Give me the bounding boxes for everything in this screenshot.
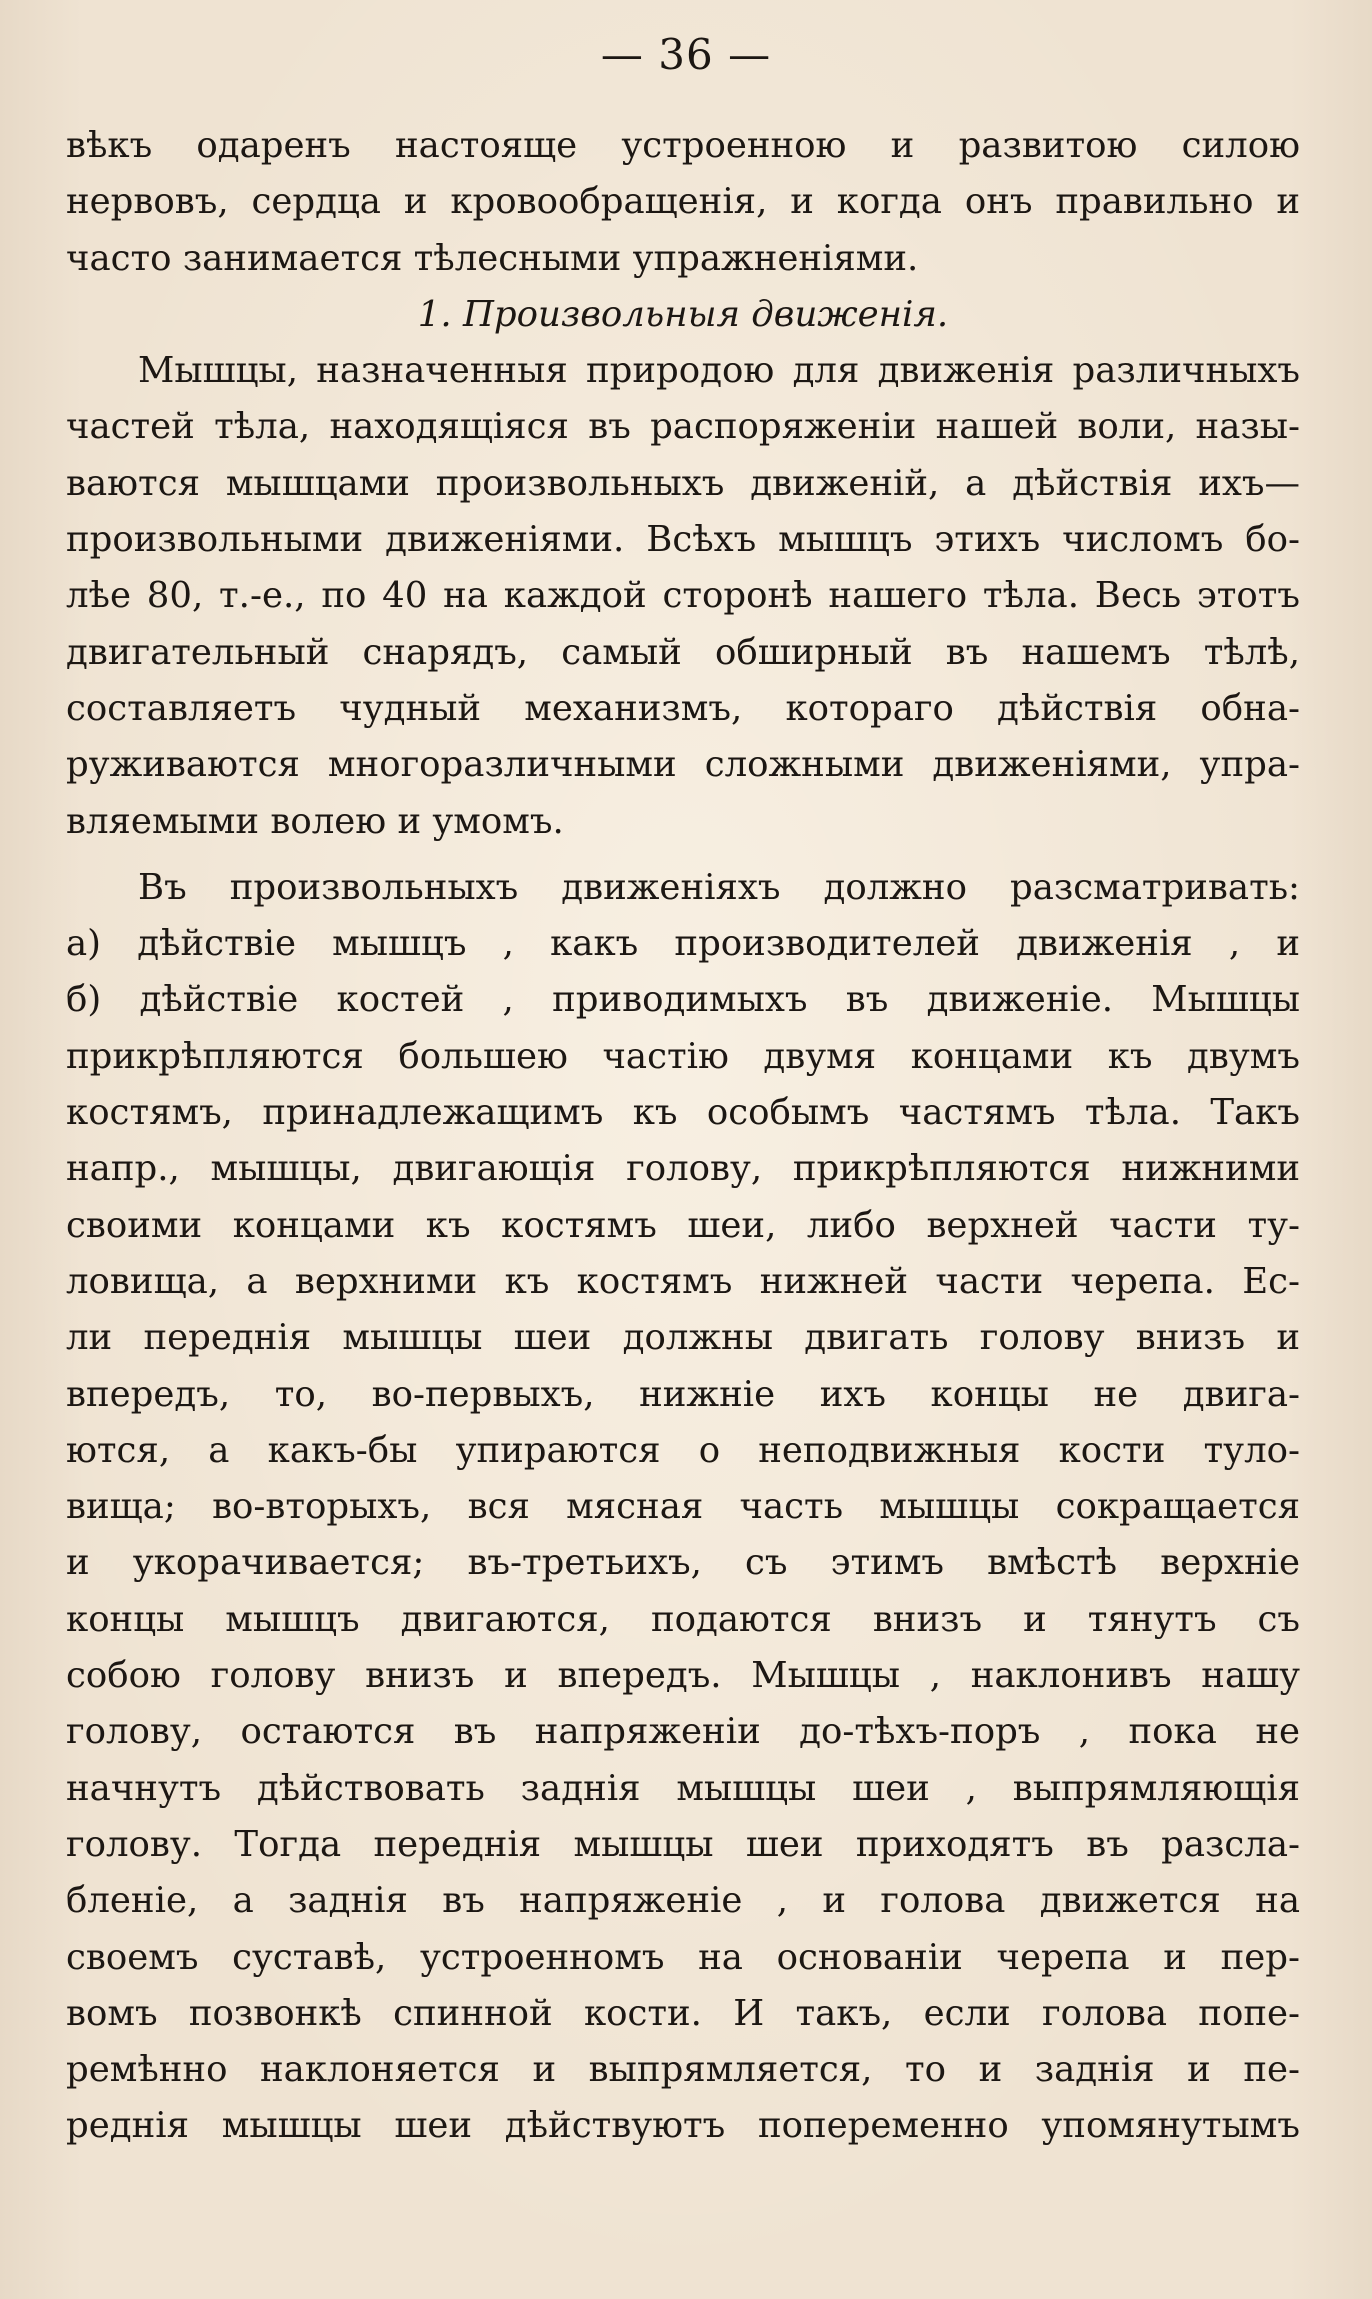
- text-line: руживаются многоразличными сложными движеніями, упра-: [66, 744, 1300, 786]
- section-heading: 1. Произвольныя движенія.: [417, 293, 949, 335]
- page-number: — 36 —: [600, 30, 772, 79]
- text-line: двигательный снарядъ, самый обширный въ нашемъ тѣлѣ,: [66, 631, 1300, 673]
- text-line: впередъ, то, во-первыхъ, нижніе ихъ концы не двига-: [66, 1373, 1300, 1415]
- text-line: б) дѣйствіе костей , приводимыхъ въ движеніе. Мышцы: [66, 979, 1300, 1021]
- text-line: своемъ суставѣ, устроенномъ на основаніи черепа и пер-: [66, 1936, 1300, 1978]
- text-line: вѣкъ одаренъ настояще устроенною и развитою силою: [66, 125, 1300, 166]
- text-line: голову. Тогда переднія мышцы шеи приходятъ въ разсла-: [66, 1823, 1300, 1865]
- text-line: голову, остаются въ напряженіи до-тѣхъ-поръ , пока не: [66, 1711, 1300, 1753]
- text-line: нервовъ, сердца и кровообращенія, и когда онъ правильно и: [66, 181, 1300, 223]
- text-line: Мышцы, назначенныя природою для движенія различныхъ: [138, 350, 1300, 392]
- text-line: своими концами къ костямъ шеи, либо верхней части ту-: [66, 1204, 1300, 1246]
- text-line: ются, а какъ-бы упираются о неподвижныя кости туло-: [66, 1429, 1300, 1471]
- text-line: лѣе 80, т.-е., по 40 на каждой сторонѣ нашего тѣла. Весь этотъ: [66, 575, 1300, 617]
- text-line: произвольными движеніями. Всѣхъ мышцъ этихъ числомъ бо-: [66, 519, 1300, 561]
- text-line: частей тѣла, находящіяся въ распоряженіи нашей воли, назы-: [66, 406, 1300, 448]
- text-line: ли переднія мышцы шеи должны двигать голову внизъ и: [66, 1317, 1300, 1359]
- text-line: ловища, а верхними къ костямъ нижней части черепа. Ес-: [66, 1260, 1300, 1302]
- text-line: вляемыми волею и умомъ.: [66, 800, 564, 842]
- text-line: Въ произвольныхъ движеніяхъ должно разсматривать:: [138, 866, 1300, 908]
- text-line: а) дѣйствіе мышцъ , какъ производителей движенія , и: [66, 923, 1300, 965]
- text-line: реднія мышцы шеи дѣйствуютъ попеременно упомянутымъ: [66, 2105, 1300, 2147]
- text-line: костямъ, принадлежащимъ къ особымъ частямъ тѣла. Такъ: [66, 1092, 1300, 1134]
- text-line: прикрѣпляются большею частію двумя концами къ двумъ: [66, 1035, 1300, 1077]
- text-line: вища; во-вторыхъ, вся мясная часть мышцы сокращается: [66, 1486, 1300, 1528]
- body-text: [66, 118, 1300, 2155]
- text-line: концы мышцъ двигаются, подаются внизъ и тянутъ съ: [66, 1598, 1300, 1640]
- paragraph-gap: [66, 850, 1300, 860]
- text-line: вомъ позвонкѣ спинной кости. И такъ, если голова попе-: [66, 1992, 1300, 2034]
- text-line: часто занимается тѣлесными упражненіями.: [66, 237, 919, 279]
- text-line: и укорачивается; въ-третьихъ, съ этимъ вмѣстѣ верхніе: [66, 1542, 1300, 1584]
- text-line: начнутъ дѣйствовать заднія мышцы шеи , выпрямляющія: [66, 1767, 1300, 1809]
- text-line: собою голову внизъ и впередъ. Мышцы , наклонивъ нашу: [66, 1655, 1300, 1697]
- text-line: ремѣнно наклоняется и выпрямляется, то и заднія и пе-: [66, 2049, 1300, 2091]
- text-line: напр., мышцы, двигающія голову, прикрѣпляются нижними: [66, 1148, 1300, 1190]
- text-line: бленіе, а заднія въ напряженіе , и голова движется на: [66, 1880, 1300, 1922]
- text-line: ваются мышцами произвольныхъ движеній, а дѣйствія ихъ—: [66, 462, 1300, 504]
- text-line: составляетъ чудный механизмъ, котораго дѣйствія обна-: [66, 687, 1300, 729]
